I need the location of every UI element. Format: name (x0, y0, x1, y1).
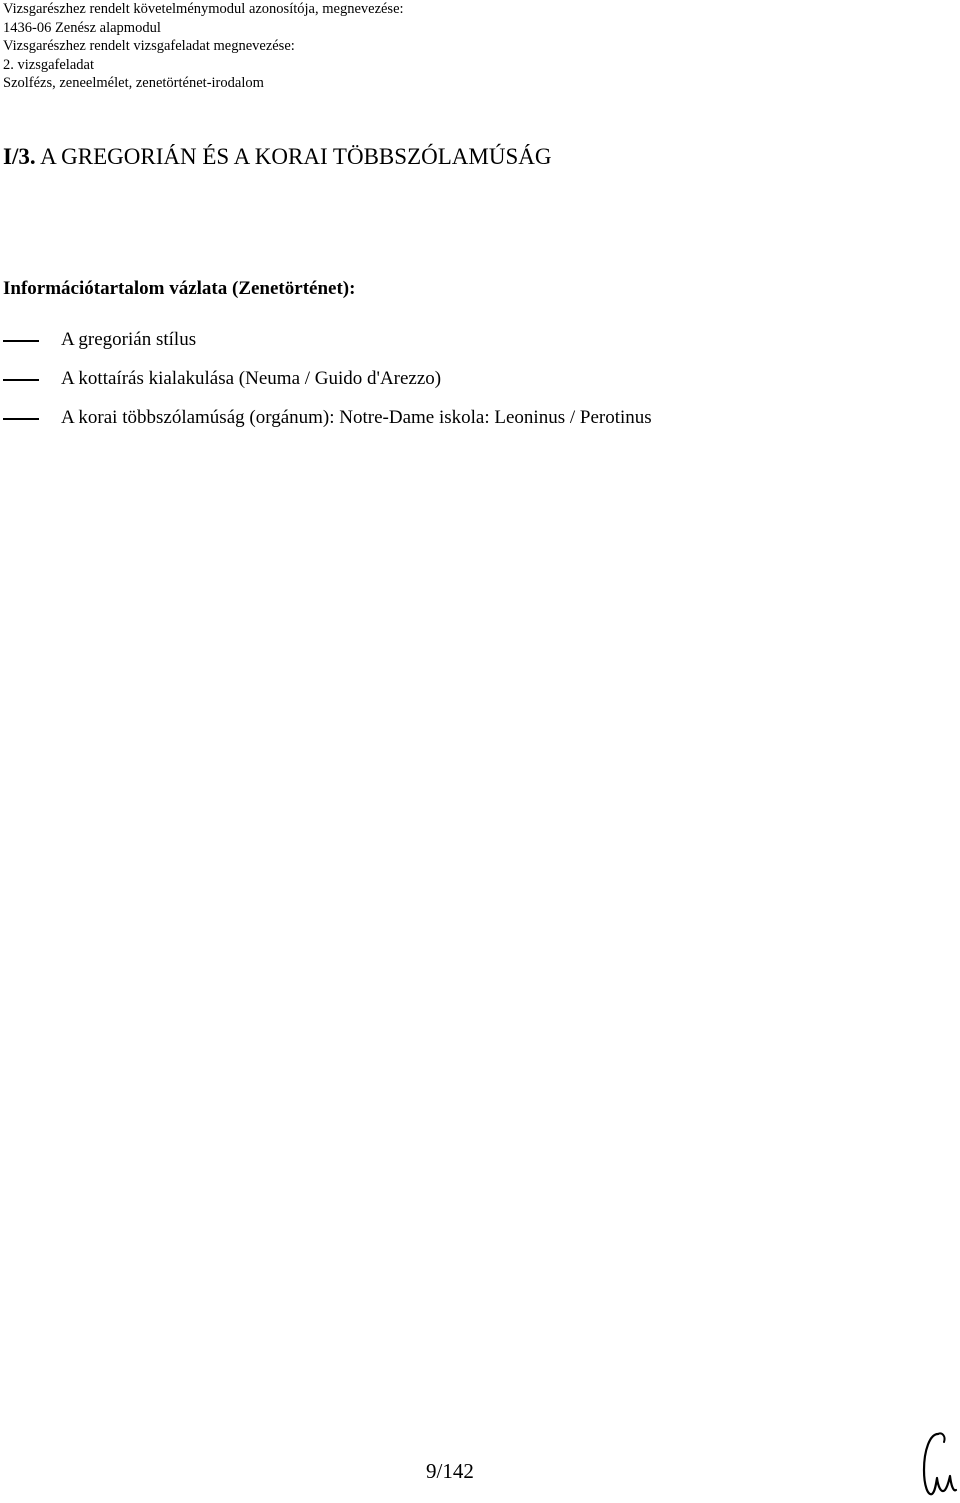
section-heading (3, 276, 355, 302)
dash-icon (3, 418, 39, 420)
header-line-task-name: Szolfézs, zeneelmélet, zenetörténet-irodalom (3, 75, 264, 91)
list-item-text: A korai többszólamúság (orgánum): Notre-Dame iskola: Leoninus / Perotinus (61, 407, 652, 428)
dash-icon (3, 379, 39, 381)
document-header (3, 0, 903, 93)
handwritten-initials-icon (918, 1428, 958, 1500)
section-heading-bold: Információtartalom vázlata (3, 278, 228, 299)
list-item-text: A gregorián stílus (61, 329, 197, 350)
header-line-task-number: 2. vizsgafeladat (3, 56, 94, 73)
header-line-module-name: 1436-06 Zenész alapmodul (3, 19, 161, 36)
dash-icon (3, 340, 39, 342)
section-heading-rest: (Zenetörténet): (227, 278, 356, 299)
page-title (3, 142, 551, 172)
header-line-module-label: Vizsgarészhez rendelt követelménymodul azonosítója, megnevezése: (3, 1, 404, 17)
title-text: A GREGORIÁN ÉS A KORAI TÖBBSZÓLAMÚSÁG (35, 144, 552, 169)
title-number: I/3. (3, 144, 36, 169)
list-item-text: A kottaírás kialakulása (Neuma / Guido d'Arezzo) (61, 368, 442, 389)
page-number: 9/142 (426, 1459, 474, 1483)
header-line-task-label: Vizsgarészhez rendelt vizsgafeladat megnevezése: (3, 38, 295, 54)
